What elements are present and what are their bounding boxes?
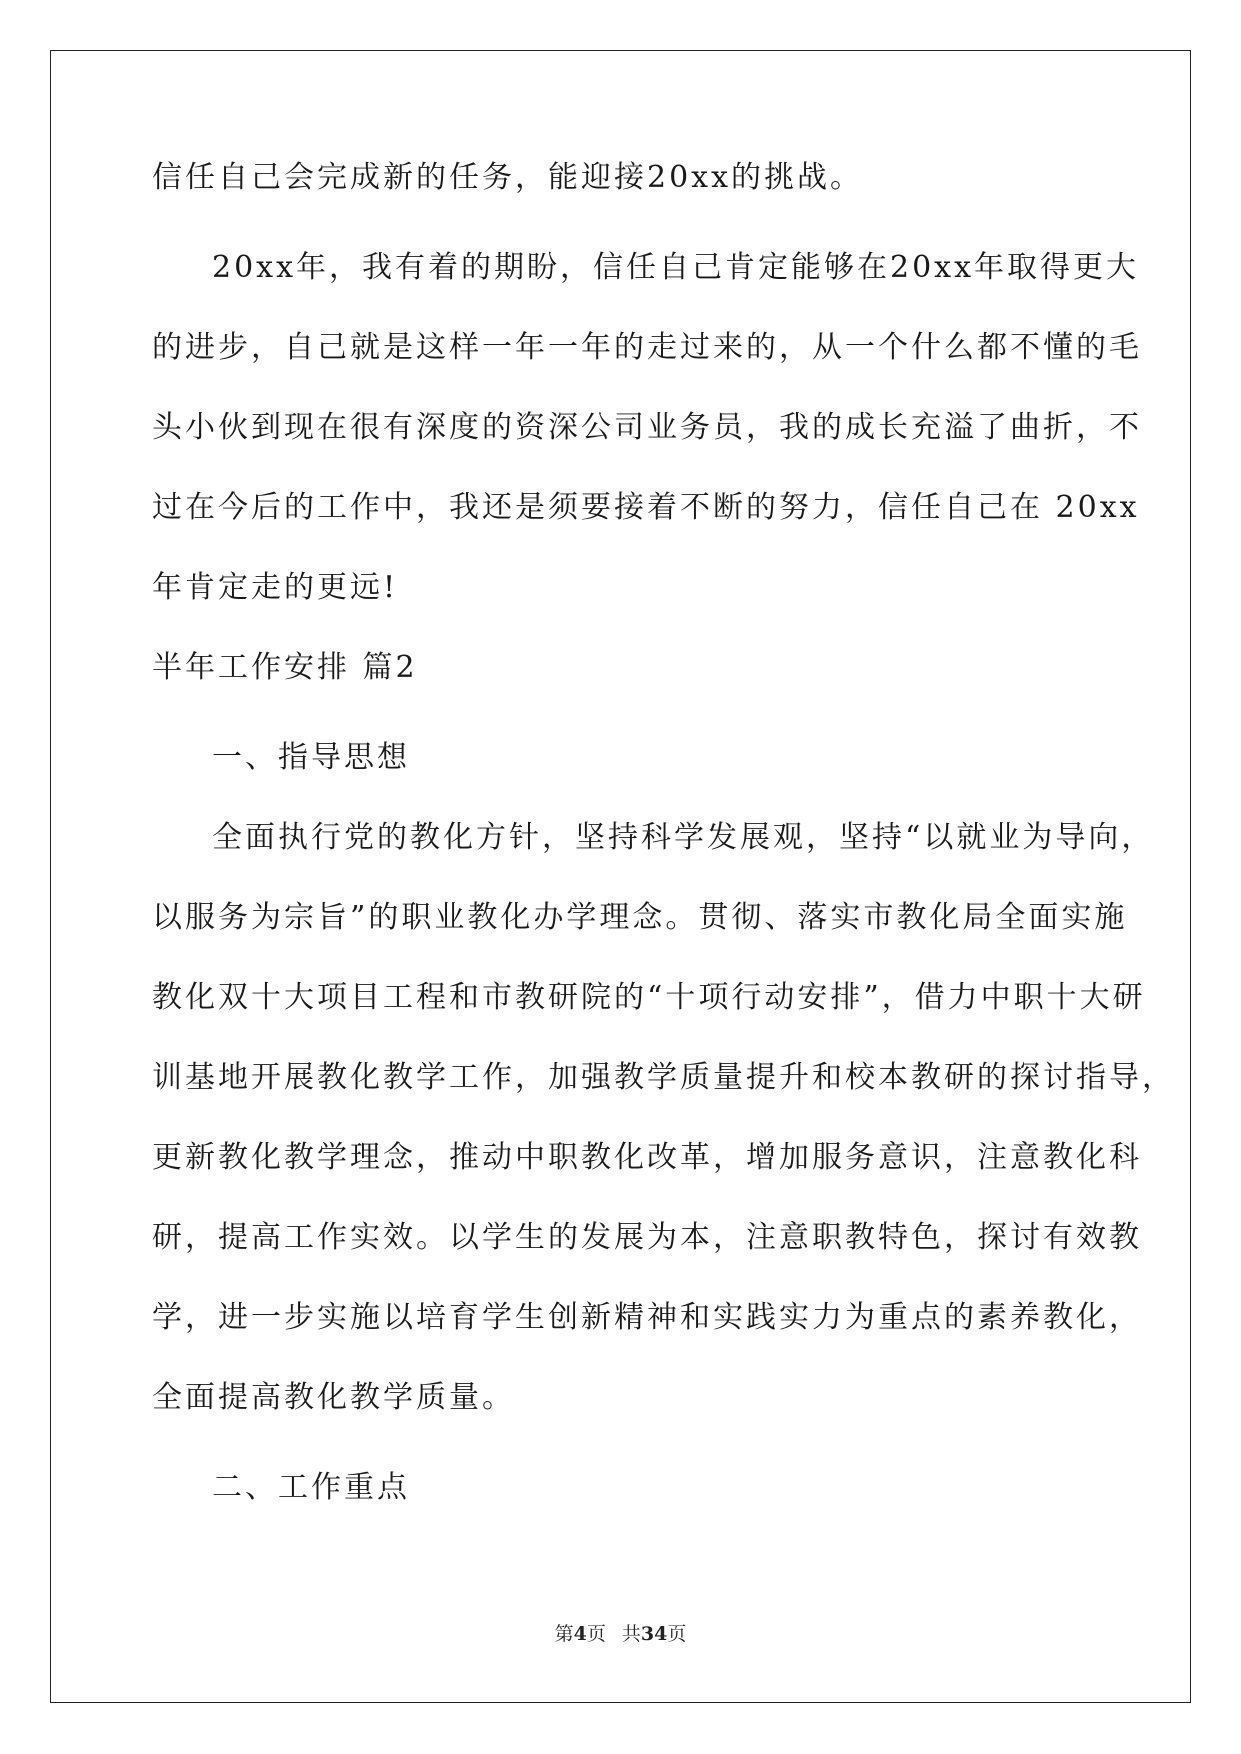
page-number: 4 [573, 1623, 587, 1645]
paragraph-line: 学，进一步实施以培育学生创新精神和实践实力为重点的素养教化， [152, 1300, 1142, 1335]
subsection-heading: 二、工作重点 [212, 1470, 410, 1505]
subsection-heading: 一、指导思想 [212, 740, 410, 775]
section-heading: 半年工作安排 篇2 [152, 650, 418, 685]
paragraph-line: 头小伙到现在很有深度的资深公司业务员，我的成长充溢了曲折，不 [152, 410, 1142, 445]
paragraph-line: 研，提高工作实效。以学生的发展为本，注意职教特色，探讨有效教 [152, 1220, 1142, 1255]
paragraph-line: 教化双十大项目工程和市教研院的“十项行动安排”，借力中职十大研 [152, 980, 1146, 1015]
page-prefix: 第 [554, 1623, 574, 1645]
paragraph-line: 更新教化教学理念，推动中职教化改革，增加服务意识，注意教化科 [152, 1140, 1142, 1175]
paragraph-line: 训基地开展教化教学工作，加强教学质量提升和校本教研的探讨指导， [152, 1060, 1175, 1095]
total-pages: 34 [640, 1623, 668, 1645]
paragraph-line: 信任自己会完成新的任务，能迎接20xx的挑战。 [152, 160, 864, 195]
paragraph-line: 过在今后的工作中，我还是须要接着不断的努力，信任自己在 20xx [152, 490, 1140, 525]
paragraph-line: 以服务为宗旨”的职业教化办学理念。贯彻、落实市教化局全面实施 [152, 900, 1128, 935]
page-border [50, 50, 1191, 1703]
paragraph-line: 的进步，自己就是这样一年一年的走过来的，从一个什么都不懂的毛 [152, 330, 1142, 365]
paragraph-line: 20xx年，我有着的期盼，信任自己肯定能够在20xx年取得更大 [212, 250, 1140, 285]
paragraph-line: 全面提高教化教学质量。 [152, 1380, 515, 1415]
total-suffix: 页 [667, 1623, 687, 1645]
page-suffix: 页 [586, 1623, 606, 1645]
paragraph-line: 年肯定走的更远! [152, 570, 399, 605]
page-footer [0, 1622, 1241, 1646]
paragraph-line: 全面执行党的教化方针，坚持科学发展观，坚持“以就业为导向， [212, 820, 1155, 855]
total-prefix: 共 [621, 1623, 641, 1645]
